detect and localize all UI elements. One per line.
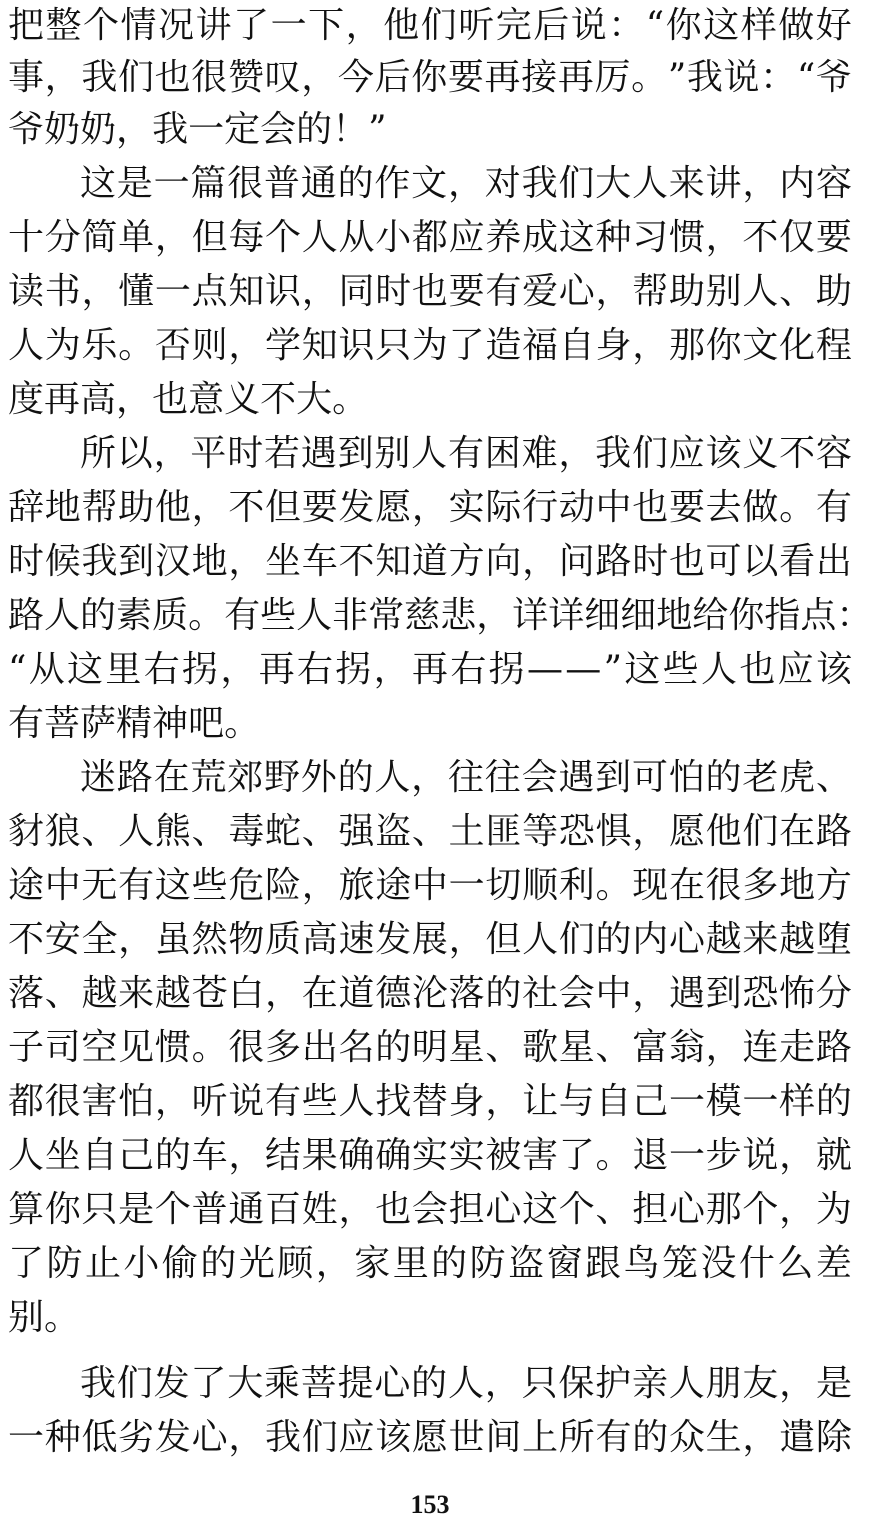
text-line: 度 再 高 ， 也 意 义 不 大 。	[8, 379, 369, 420]
text-line: 十 分 简 单 ， 但 每 个 人 从 小 都 应 养 成 这 种 习 惯 ， 不 仅 要	[8, 217, 852, 258]
text-line: 一 种 低 劣 发 心 ， 我 们 应 该 愿 世 间 上 所 有 的 众 生 ， 遣 除	[8, 1417, 852, 1458]
text-line: 辞 地 帮 助 他 ， 不 但 要 发 愿 ， 实 际 行 动 中 也 要 去 做 。 有	[8, 487, 852, 528]
text-line: 把 整 个 情 况 讲 了 一 下 ， 他 们 听 完 后 说 ： “ 你 这 样 做 好	[8, 5, 852, 46]
text-line: 路 人 的 素 质 。 有 些 人 非 常 慈 悲 ， 详 详 细 细 地 给 你 指 点 ：	[8, 595, 872, 636]
text-line: 人 坐 自 己 的 车 ， 结 果 确 确 实 实 被 害 了 。 退 一 步 说 ， 就	[8, 1135, 852, 1176]
text-line: 我 们 发 了 大 乘 菩 提 心 的 人 ， 只 保 护 亲 人 朋 友 ， 是	[80, 1363, 852, 1404]
text-line: 读 书 ， 懂 一 点 知 识 ， 同 时 也 要 有 爱 心 ， 帮 助 别 人 、 助	[8, 271, 852, 312]
text-line: 子 司 空 见 惯 。 很 多 出 名 的 明 星 、 歌 星 、 富 翁 ， 连 走 路	[8, 1027, 852, 1068]
text-line: 迷 路 在 荒 郊 野 外 的 人 ， 往 往 会 遇 到 可 怕 的 老 虎 、	[80, 757, 852, 798]
text-line: 了 防 止 小 偷 的 光 顾 ， 家 里 的 防 盗 窗 跟 鸟 笼 没 什 么 差	[8, 1243, 852, 1284]
text-line: 事 ， 我 们 也 很 赞 叹 ， 今 后 你 要 再 接 再 厉 。 ” 我 说 ： “ 爷	[8, 57, 852, 98]
text-line: 落 、 越 来 越 苍 白 ， 在 道 德 沦 落 的 社 会 中 ， 遇 到 恐 怖 分	[8, 973, 852, 1014]
text-line: 这 是 一 篇 很 普 通 的 作 文 ， 对 我 们 大 人 来 讲 ， 内 容	[80, 163, 852, 204]
text-line: 爷 奶 奶 ， 我 一 定 会 的 ！ ”	[8, 109, 387, 150]
text-line: 别 。	[8, 1297, 81, 1338]
text-line: “ 从 这 里 右 拐 ， 再 右 拐 ， 再 右 拐 — — ” 这 些 人 也 应 该	[8, 649, 852, 690]
page-number: 153	[410, 1490, 450, 1519]
text-line: 所 以 ， 平 时 若 遇 到 别 人 有 困 难 ， 我 们 应 该 义 不 容	[80, 433, 852, 474]
text-line: 时 候 我 到 汉 地 ， 坐 车 不 知 道 方 向 ， 问 路 时 也 可 以 看 出	[8, 541, 852, 582]
text-line: 算 你 只 是 个 普 通 百 姓 ， 也 会 担 心 这 个 、 担 心 那 个 ， 为	[8, 1189, 852, 1230]
text-line: 不 安 全 ， 虽 然 物 质 高 速 发 展 ， 但 人 们 的 内 心 越 来 越 堕	[8, 919, 852, 960]
text-line: 都 很 害 怕 ， 听 说 有 些 人 找 替 身 ， 让 与 自 己 一 模 一 样 的	[8, 1081, 852, 1122]
text-line: 有 菩 萨 精 神 吧 。	[8, 703, 261, 744]
text-line: 豺 狼 、 人 熊 、 毒 蛇 、 强 盗 、 土 匪 等 恐 惧 ， 愿 他 们 在 路	[8, 811, 852, 852]
text-line: 途 中 无 有 这 些 危 险 ， 旅 途 中 一 切 顺 利 。 现 在 很 多 地 方	[8, 865, 852, 906]
text-line: 人 为 乐 。 否 则 ， 学 知 识 只 为 了 造 福 自 身 ， 那 你 文 化 程	[8, 325, 852, 366]
